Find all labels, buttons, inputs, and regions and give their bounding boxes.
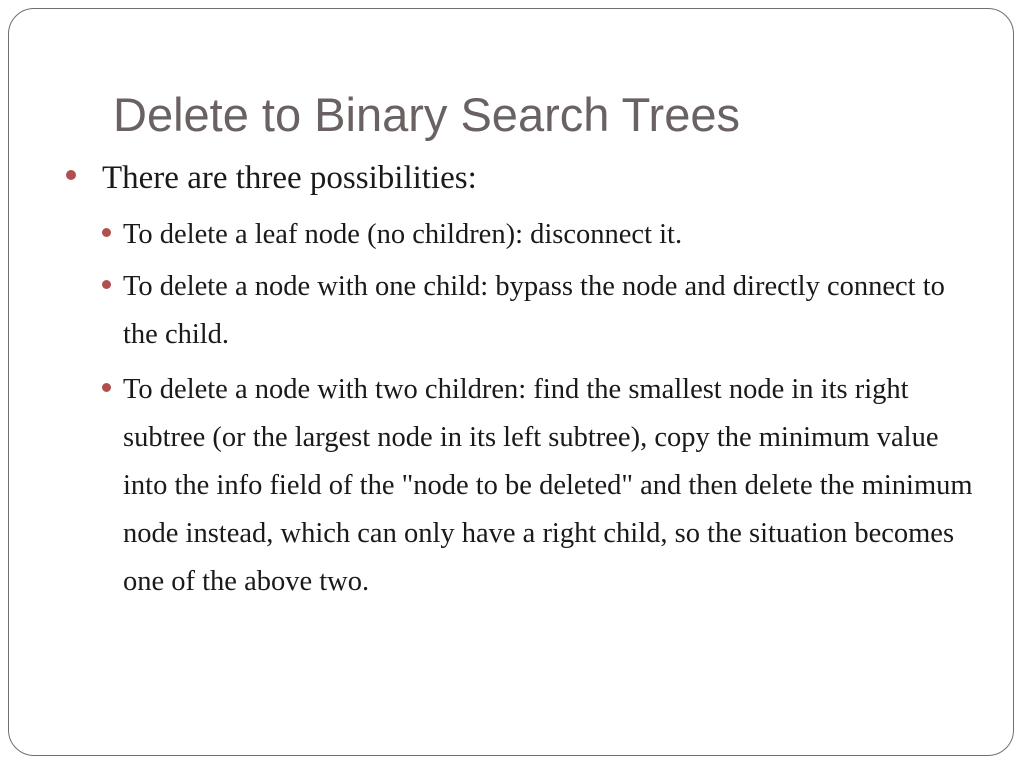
bullet-dot-icon — [102, 228, 111, 237]
bullet-dot-icon — [66, 170, 76, 180]
bullet-dot-icon — [102, 280, 111, 289]
main-bullet-text: There are three possibilities: — [102, 160, 477, 196]
slide-title: Delete to Binary Search Trees — [113, 88, 740, 141]
bullet-dot-icon — [102, 383, 111, 392]
sub-bullet-leaf-node: To delete a leaf node (no children): disconnect it. — [123, 219, 683, 250]
sub-bullet-one-child: To delete a node with one child: bypass the node and directly connect to the child. — [123, 271, 945, 350]
sub-bullet-two-children: To delete a node with two children: find the smallest node in its right subtree (or the largest node in its left subtree), copy the minimum value into the info field of the "node to be deleted" and then delete the minimum node instead, which can only have a right child, so the situation becomes one of the above two. — [123, 374, 973, 597]
